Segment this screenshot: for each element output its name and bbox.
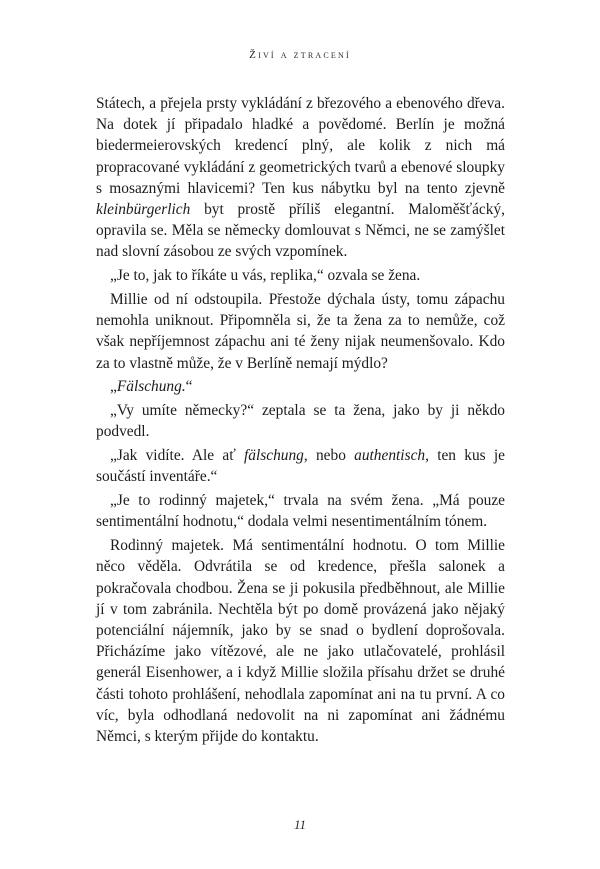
italic-term: kleinbürgerlich (96, 201, 191, 219)
page-number: 11 (293, 817, 307, 832)
paragraph: „Vy umíte německy?“ zeptala se ta žena, jako by ji někdo podvedl. (96, 402, 505, 441)
paragraph: „Fälschung.“ (110, 378, 193, 396)
paragraph: Státech, a přejela prsty vykládání z březového a ebenového dřeva. Na dotek jí připadalo hladké a povědomé. Berlín je možná biedermeierovských kredencí plný, ale kolik z nich má propracované vykládání z geometrických tvarů a ebenové sloupky s mosaznými hlavicemi? Ten kus nábytku byl na tento zjevně kleinbürgerlich byt prostě příliš elegantní. Maloměšťácký, opravila se. Měla se německy domlouvat s Němci, ne se zamýšlet nad slovní zásobou ze svých vzpomínek. (96, 95, 505, 261)
running-head: Živí a ztracení (249, 49, 351, 61)
italic-term: Fälschung. (116, 378, 186, 396)
body-text (96, 93, 505, 747)
paragraph: Millie od ní odstoupila. Přestože dýchala ústy, tomu zápachu nemohla uniknout. Připomněla si, že ta žena za to nemůže, což však nepříjemnost zápachu ani té ženy nijak neumenšovalo. Kdo za to vlastně může, že v Berlíně nemají mýdlo? (96, 291, 505, 372)
italic-term: authentisch (354, 447, 426, 465)
paragraph: Rodinný majetek. Má sentimentální hodnotu. O tom Millie něco věděla. Odvrátila se od kredence, přešla salonek a pokračovala chodbou. Žena se ji pokusila předběhnout, ale Millie jí v tom zabránila. Nechtěla být po domě provázená jako nějaký potenciální nájemník, jako by se snad o bydlení doprošovala. Přicházíme jako vítězové, ale ne jako utlačovatelé, prohlásil generál Eisenhower, a i když Millie složila přísahu držet se druhé části tohoto prohlášení, nehodlala zapomínat ani na tu první. A co víc, byla odhodlaná nedovolit na ni zapomínat ani žádnému Němci, s kterým přijde do kontaktu. (96, 537, 505, 746)
paragraph: „Je to rodinný majetek,“ trvala na svém žena. „Má pouze sentimentální hodnotu,“ dodala velmi nesentimentálním tónem. (96, 492, 505, 531)
paragraph: „Je to, jak to říkáte u vás, replika,“ ozvala se žena. (110, 267, 421, 285)
paragraph: „Jak vidíte. Ale ať fälschung, nebo authentisch, ten kus je součástí inventáře.“ (96, 447, 505, 486)
italic-term: fälschung (244, 447, 304, 465)
